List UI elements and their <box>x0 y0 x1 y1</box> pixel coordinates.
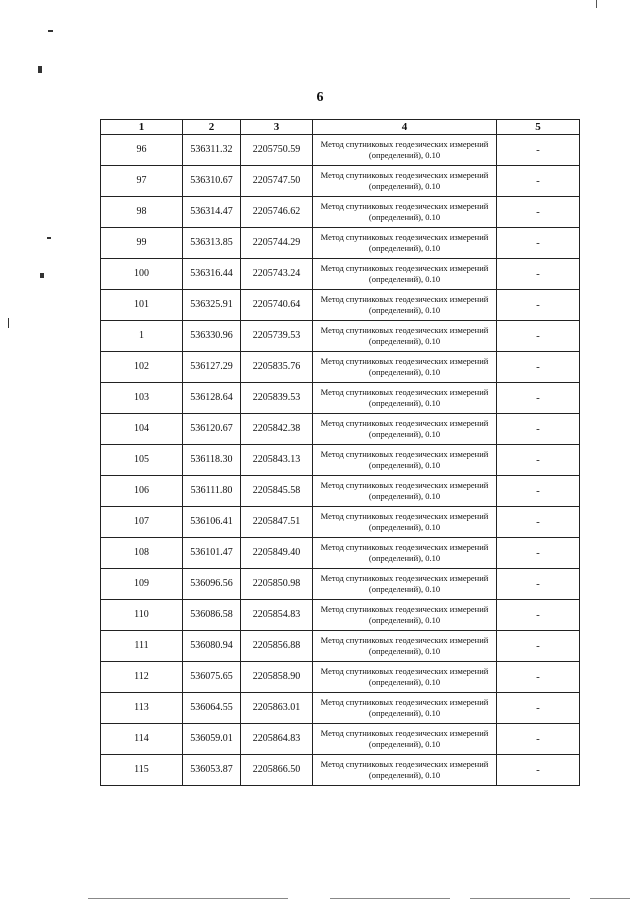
y-coordinate-cell: 2205864.83 <box>241 724 313 755</box>
method-cell: Метод спутниковых геодезических измерений (определений), 0.10 <box>313 414 497 445</box>
point-number-cell: 1 <box>101 321 183 352</box>
column-header-2: 2 <box>183 120 241 135</box>
table-row <box>101 507 580 538</box>
coordinates-table <box>100 119 580 786</box>
x-coordinate-cell: 536128.64 <box>183 383 241 414</box>
method-cell: Метод спутниковых геодезических измерений (определений), 0.10 <box>313 321 497 352</box>
table-row <box>101 383 580 414</box>
x-coordinate-cell: 536101.47 <box>183 538 241 569</box>
table-row <box>101 476 580 507</box>
point-number-cell: 98 <box>101 197 183 228</box>
method-cell: Метод спутниковых геодезических измерений (определений), 0.10 <box>313 755 497 786</box>
method-cell: Метод спутниковых геодезических измерений (определений), 0.10 <box>313 228 497 259</box>
scan-speck <box>47 237 51 239</box>
note-cell: - <box>497 197 580 228</box>
table-header-row <box>101 120 580 135</box>
x-coordinate-cell: 536316.44 <box>183 259 241 290</box>
column-header-1: 1 <box>101 120 183 135</box>
y-coordinate-cell: 2205843.13 <box>241 445 313 476</box>
scan-edge-line <box>330 898 450 899</box>
point-number-cell: 99 <box>101 228 183 259</box>
method-cell: Метод спутниковых геодезических измерений (определений), 0.10 <box>313 166 497 197</box>
method-cell: Метод спутниковых геодезических измерений (определений), 0.10 <box>313 507 497 538</box>
table-row <box>101 569 580 600</box>
note-cell: - <box>497 166 580 197</box>
table-row <box>101 321 580 352</box>
point-number-cell: 102 <box>101 352 183 383</box>
note-cell: - <box>497 414 580 445</box>
y-coordinate-cell: 2205747.50 <box>241 166 313 197</box>
x-coordinate-cell: 536311.32 <box>183 135 241 166</box>
method-cell: Метод спутниковых геодезических измерений (определений), 0.10 <box>313 569 497 600</box>
y-coordinate-cell: 2205858.90 <box>241 662 313 693</box>
y-coordinate-cell: 2205750.59 <box>241 135 313 166</box>
scan-edge-line <box>590 898 630 899</box>
note-cell: - <box>497 259 580 290</box>
point-number-cell: 104 <box>101 414 183 445</box>
point-number-cell: 114 <box>101 724 183 755</box>
note-cell: - <box>497 135 580 166</box>
table-row <box>101 228 580 259</box>
x-coordinate-cell: 536106.41 <box>183 507 241 538</box>
x-coordinate-cell: 536310.67 <box>183 166 241 197</box>
table-row <box>101 538 580 569</box>
y-coordinate-cell: 2205740.64 <box>241 290 313 321</box>
point-number-cell: 103 <box>101 383 183 414</box>
point-number-cell: 107 <box>101 507 183 538</box>
table-row <box>101 197 580 228</box>
point-number-cell: 113 <box>101 693 183 724</box>
note-cell: - <box>497 693 580 724</box>
point-number-cell: 101 <box>101 290 183 321</box>
note-cell: - <box>497 352 580 383</box>
scan-speck <box>40 273 44 278</box>
y-coordinate-cell: 2205746.62 <box>241 197 313 228</box>
scan-speck <box>38 66 42 73</box>
x-coordinate-cell: 536118.30 <box>183 445 241 476</box>
table-row <box>101 600 580 631</box>
x-coordinate-cell: 536080.94 <box>183 631 241 662</box>
scan-edge-line <box>470 898 570 899</box>
note-cell: - <box>497 724 580 755</box>
y-coordinate-cell: 2205856.88 <box>241 631 313 662</box>
y-coordinate-cell: 2205835.76 <box>241 352 313 383</box>
y-coordinate-cell: 2205842.38 <box>241 414 313 445</box>
y-coordinate-cell: 2205845.58 <box>241 476 313 507</box>
x-coordinate-cell: 536111.80 <box>183 476 241 507</box>
note-cell: - <box>497 228 580 259</box>
column-header-5: 5 <box>497 120 580 135</box>
column-header-3: 3 <box>241 120 313 135</box>
point-number-cell: 105 <box>101 445 183 476</box>
note-cell: - <box>497 445 580 476</box>
method-cell: Метод спутниковых геодезических измерений (определений), 0.10 <box>313 135 497 166</box>
y-coordinate-cell: 2205866.50 <box>241 755 313 786</box>
table-row <box>101 290 580 321</box>
note-cell: - <box>497 662 580 693</box>
note-cell: - <box>497 600 580 631</box>
point-number-cell: 96 <box>101 135 183 166</box>
y-coordinate-cell: 2205839.53 <box>241 383 313 414</box>
y-coordinate-cell: 2205739.53 <box>241 321 313 352</box>
x-coordinate-cell: 536075.65 <box>183 662 241 693</box>
y-coordinate-cell: 2205743.24 <box>241 259 313 290</box>
y-coordinate-cell: 2205863.01 <box>241 693 313 724</box>
scan-speck <box>48 30 53 32</box>
method-cell: Метод спутниковых геодезических измерений (определений), 0.10 <box>313 445 497 476</box>
note-cell: - <box>497 290 580 321</box>
table-body <box>101 135 580 786</box>
method-cell: Метод спутниковых геодезических измерений (определений), 0.10 <box>313 662 497 693</box>
x-coordinate-cell: 536053.87 <box>183 755 241 786</box>
x-coordinate-cell: 536086.58 <box>183 600 241 631</box>
point-number-cell: 110 <box>101 600 183 631</box>
note-cell: - <box>497 755 580 786</box>
table-row <box>101 166 580 197</box>
note-cell: - <box>497 631 580 662</box>
x-coordinate-cell: 536127.29 <box>183 352 241 383</box>
column-header-4: 4 <box>313 120 497 135</box>
point-number-cell: 100 <box>101 259 183 290</box>
note-cell: - <box>497 507 580 538</box>
table-row <box>101 135 580 166</box>
table-row <box>101 414 580 445</box>
x-coordinate-cell: 536314.47 <box>183 197 241 228</box>
point-number-cell: 97 <box>101 166 183 197</box>
x-coordinate-cell: 536325.91 <box>183 290 241 321</box>
method-cell: Метод спутниковых геодезических измерений (определений), 0.10 <box>313 693 497 724</box>
note-cell: - <box>497 383 580 414</box>
x-coordinate-cell: 536096.56 <box>183 569 241 600</box>
point-number-cell: 115 <box>101 755 183 786</box>
y-coordinate-cell: 2205850.98 <box>241 569 313 600</box>
x-coordinate-cell: 536313.85 <box>183 228 241 259</box>
point-number-cell: 111 <box>101 631 183 662</box>
table-row <box>101 445 580 476</box>
y-coordinate-cell: 2205744.29 <box>241 228 313 259</box>
point-number-cell: 109 <box>101 569 183 600</box>
table-row <box>101 693 580 724</box>
method-cell: Метод спутниковых геодезических измерений (определений), 0.10 <box>313 538 497 569</box>
note-cell: - <box>497 321 580 352</box>
table-row <box>101 631 580 662</box>
x-coordinate-cell: 536330.96 <box>183 321 241 352</box>
point-number-cell: 106 <box>101 476 183 507</box>
scan-speck <box>596 0 597 8</box>
method-cell: Метод спутниковых геодезических измерений (определений), 0.10 <box>313 290 497 321</box>
note-cell: - <box>497 569 580 600</box>
method-cell: Метод спутниковых геодезических измерений (определений), 0.10 <box>313 724 497 755</box>
note-cell: - <box>497 476 580 507</box>
scan-speck <box>8 318 9 328</box>
scan-edge-line <box>88 898 288 899</box>
method-cell: Метод спутниковых геодезических измерений (определений), 0.10 <box>313 476 497 507</box>
method-cell: Метод спутниковых геодезических измерений (определений), 0.10 <box>313 631 497 662</box>
y-coordinate-cell: 2205847.51 <box>241 507 313 538</box>
page-number: 6 <box>316 90 324 105</box>
note-cell: - <box>497 538 580 569</box>
method-cell: Метод спутниковых геодезических измерений (определений), 0.10 <box>313 600 497 631</box>
method-cell: Метод спутниковых геодезических измерений (определений), 0.10 <box>313 259 497 290</box>
y-coordinate-cell: 2205849.40 <box>241 538 313 569</box>
table-row <box>101 662 580 693</box>
table-row <box>101 259 580 290</box>
x-coordinate-cell: 536064.55 <box>183 693 241 724</box>
y-coordinate-cell: 2205854.83 <box>241 600 313 631</box>
table-row <box>101 724 580 755</box>
x-coordinate-cell: 536059.01 <box>183 724 241 755</box>
x-coordinate-cell: 536120.67 <box>183 414 241 445</box>
method-cell: Метод спутниковых геодезических измерений (определений), 0.10 <box>313 197 497 228</box>
point-number-cell: 108 <box>101 538 183 569</box>
method-cell: Метод спутниковых геодезических измерений (определений), 0.10 <box>313 352 497 383</box>
table-row <box>101 755 580 786</box>
table-row <box>101 352 580 383</box>
point-number-cell: 112 <box>101 662 183 693</box>
method-cell: Метод спутниковых геодезических измерений (определений), 0.10 <box>313 383 497 414</box>
